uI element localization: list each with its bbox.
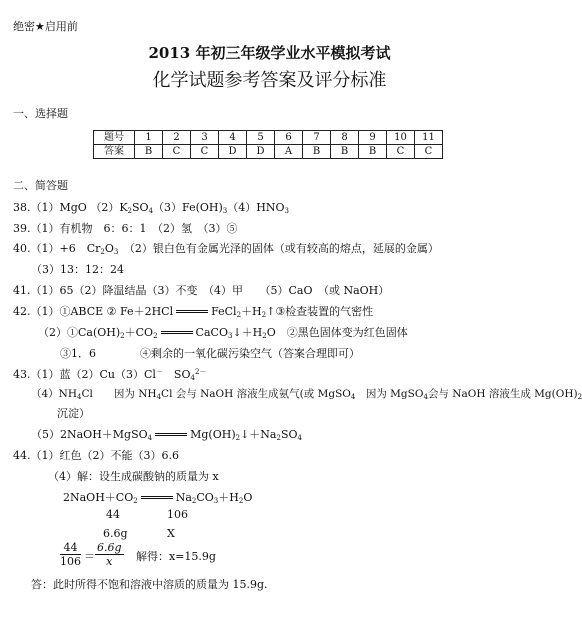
equals-sign [161, 331, 193, 334]
text: SO [162, 368, 191, 381]
text: （1）MgO （2）K [30, 201, 128, 214]
superscript: － [155, 368, 163, 376]
table-cell: D [219, 145, 247, 159]
table-cell: B [303, 145, 331, 159]
equals-sign [141, 496, 173, 499]
row-label: 答案 [94, 145, 135, 159]
answer-42-3: ③1．6 ④剩余的一氧化碳污染空气（答案合理即可） [60, 347, 360, 360]
text: ↓＋Na [240, 428, 277, 441]
final-answer: 答：此时所得不饱和溶液中溶质的质量为 15.9g. [31, 578, 268, 591]
subscript: 4 [148, 207, 154, 215]
text: FeCl [211, 305, 237, 318]
equals-sign [155, 433, 187, 436]
table-cell: 8 [331, 131, 359, 145]
text: （4）HNO [227, 201, 285, 214]
text: 43.（1）蓝（2）Cu（3）Cl [13, 368, 156, 381]
fraction-right [95, 541, 124, 568]
text: SO [280, 428, 298, 441]
subscript: 2 [238, 497, 244, 505]
text: Cl 因为 NH [81, 388, 157, 400]
table-cell: B [135, 145, 163, 159]
text: CaCO [195, 326, 228, 339]
numerator: 6.6g [97, 541, 122, 554]
subscript: 4 [147, 434, 153, 442]
answer-41: 41.（1）65（2）降温结晶（3）不变 （4）甲 （5）CaO （或 NaOH） [13, 284, 390, 297]
molar-mass-left: 44 [106, 508, 120, 521]
answer-40 [13, 240, 439, 256]
text: ＋H [218, 491, 239, 504]
mass-right: X [167, 527, 175, 540]
text: O [104, 242, 114, 255]
subscript: 4 [297, 434, 302, 442]
numerator: 44 [60, 541, 81, 555]
fraction-left [60, 541, 81, 568]
table-row [94, 145, 443, 159]
subscript: 3 [222, 207, 228, 215]
text: ＋CO [124, 326, 154, 339]
subscript: 2 [127, 207, 133, 215]
text: （2）银白色有金属光泽的固体（或有较高的熔点，延展的金属） [118, 242, 439, 255]
table-cell: 2 [163, 131, 191, 145]
subscript: 2 [235, 434, 241, 442]
text: CO [196, 491, 214, 504]
mass-left: 6.6g [103, 527, 128, 540]
text: SO [132, 201, 149, 214]
page-subtitle: 化学试题参考答案及评分标准 [152, 70, 387, 91]
subscript: 2 [261, 311, 267, 319]
table-cell: 5 [247, 131, 275, 145]
row-label: 题号 [94, 131, 135, 145]
subscript: 3 [227, 332, 233, 340]
subscript: 2 [133, 497, 138, 505]
table-row [94, 131, 443, 145]
secret-label: 绝密★启用前 [13, 20, 78, 33]
table-cell: C [387, 145, 415, 159]
table-cell: C [163, 145, 191, 159]
text: ↓＋H [232, 326, 263, 339]
subscript: 2 [577, 393, 582, 401]
text: 42.（1）①ABCE ② Fe＋2HCl [13, 305, 174, 318]
section2-heading: 二、简答题 [13, 179, 68, 192]
text: 因为 MgSO [355, 388, 424, 400]
text: ↑③检查装置的气密性 [266, 305, 374, 318]
subscript: 2 [262, 332, 267, 340]
subscript: 2 [191, 497, 197, 505]
text: 40.（1）+6 Cr [13, 242, 101, 255]
subscript: 4 [77, 393, 82, 401]
table-cell: B [359, 145, 387, 159]
subscript: 4 [350, 393, 356, 401]
text: 2NaOH＋CO [63, 491, 134, 504]
subscript: 2 [276, 434, 281, 442]
answer-42 [13, 303, 373, 319]
text: （4）NH [31, 388, 78, 400]
answer-44: 44.（1）红色（2）不能（3）6.6 [13, 449, 179, 462]
subscript: 2 [120, 332, 125, 340]
subscript: 2 [236, 311, 242, 319]
q-number: 38. [13, 201, 31, 214]
equals-sign [176, 310, 208, 313]
table-cell: 11 [415, 131, 443, 145]
text: 会与 NaOH 溶液生成 Mg(OH) [427, 388, 578, 400]
text: （2）①Ca(OH) [38, 326, 121, 339]
subscript: 2 [153, 332, 158, 340]
text: Cl 会与 NaOH 溶液生成氨气(或 MgSO [161, 388, 351, 400]
page-title: 2013 年初三年级学业水平模拟考试 [148, 44, 391, 62]
molar-mass-right: 106 [167, 508, 188, 521]
equation-44 [63, 489, 252, 505]
text: （3）Fe(OH) [153, 201, 223, 214]
equals: ＝ [84, 550, 95, 563]
answer-43-4 [31, 386, 582, 401]
table-cell: D [247, 145, 275, 159]
table-cell: A [275, 145, 303, 159]
answer-43-5 [31, 426, 302, 442]
text: ＋H [241, 305, 262, 318]
answer-39: 39.（1）有机物 6：6：1 （2）氢 （3）⑤ [13, 222, 238, 235]
text: Na [175, 491, 192, 504]
text: Mg(OH) [190, 428, 236, 441]
text: O [243, 491, 253, 504]
denominator: x [106, 555, 113, 568]
subscript: 3 [213, 497, 219, 505]
table-cell: 1 [135, 131, 163, 145]
answer-40-3: （3）13：12：24 [31, 263, 124, 276]
answer-44-4: （4）解：设生成碳酸钠的质量为 x [48, 470, 219, 483]
subscript: 4 [190, 374, 195, 382]
answer-table [93, 130, 443, 159]
subscript: 3 [284, 207, 289, 215]
subscript: 4 [156, 393, 162, 401]
table-cell: 6 [275, 131, 303, 145]
table-cell: 3 [191, 131, 219, 145]
table-cell: 10 [387, 131, 415, 145]
table-cell: 9 [359, 131, 387, 145]
superscript: 2－ [194, 368, 207, 376]
subscript: 2 [100, 248, 105, 256]
denominator: 106 [60, 555, 81, 568]
table-cell: C [191, 145, 219, 159]
table-cell: C [415, 145, 443, 159]
answer-43-4-cont: 沉淀） [57, 407, 90, 420]
table-cell: 7 [303, 131, 331, 145]
subscript: 3 [113, 248, 119, 256]
table-cell: 4 [219, 131, 247, 145]
section1-heading: 一、选择题 [13, 107, 68, 120]
subscript: 4 [423, 393, 428, 401]
answer-42-2 [38, 324, 408, 340]
answer-38 [13, 199, 289, 215]
text: （5）2NaOH＋MgSO [31, 428, 148, 441]
solution: 解得：x=15.9g [136, 550, 216, 563]
text: O ②黑色固体变为红色固体 [266, 326, 408, 339]
table-cell: B [331, 145, 359, 159]
answer-43 [13, 366, 206, 382]
